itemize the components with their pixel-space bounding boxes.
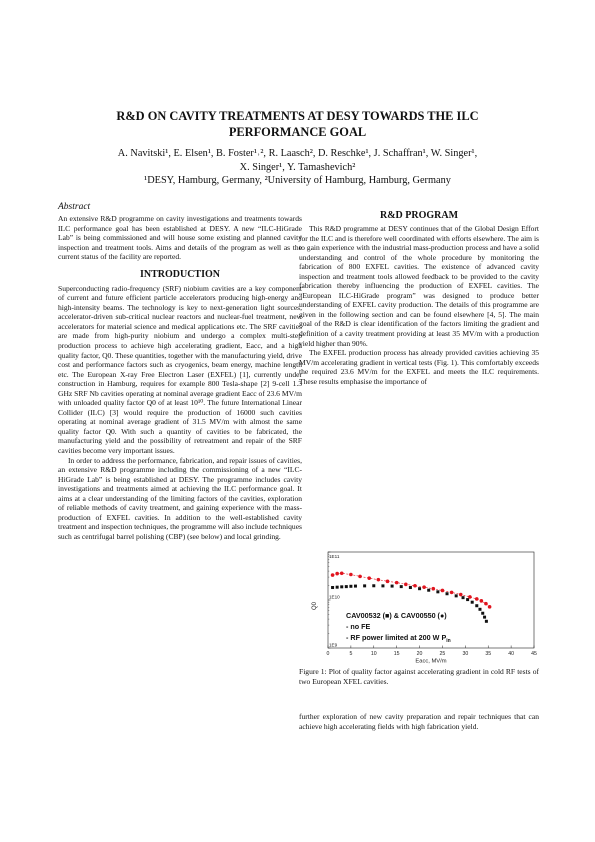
paper-title [60, 108, 535, 140]
legend-line-1: CAV00532 (■) & CAV00550 (●) [346, 611, 447, 620]
data-point-cav00532 [381, 584, 384, 587]
data-point-cav00532 [446, 592, 449, 595]
data-point-cav00532 [455, 594, 458, 597]
figure-1-caption: Figure 1: Plot of quality factor against accelerating gradient in cold RF tests of two European XFEL cavities. [299, 667, 539, 686]
data-point-cav00550 [358, 575, 362, 579]
data-point-cav00532 [483, 616, 486, 619]
data-point-cav00550 [395, 581, 399, 585]
data-point-cav00550 [480, 599, 484, 603]
x-tick-label: 0 [326, 651, 330, 657]
data-point-cav00532 [485, 620, 488, 623]
x-tick-label: 5 [349, 651, 353, 657]
legend-line-3-text: - RF power limited at 200 W P [346, 633, 447, 642]
data-point-cav00550 [484, 602, 488, 606]
data-point-cav00532 [363, 584, 366, 587]
x-tick-label: 40 [508, 651, 515, 657]
abstract-text: An extensive R&D programme on cavity investigations and treatments towards ILC performance goal has been established at DESY. A new “ILC-HiGrade Lab” is being commissioned and will house some existing and planned cavity inspection and treatment tools. Aims and details of the program as well as the current status of the facility are reported. [58, 214, 302, 262]
x-tick-label: 45 [531, 651, 537, 657]
q0-vs-eacc-plot [306, 548, 538, 664]
affiliations: ¹DESY, Hamburg, Germany, ²University of Hamburg, Hamburg, Germany [144, 175, 451, 186]
data-point-cav00550 [377, 578, 381, 582]
data-point-cav00532 [400, 585, 403, 588]
y-tick-label: 1E9 [329, 642, 338, 648]
introduction-paragraph-1: Superconducting radio-frequency (SRF) niobium cavities are a key component of current and future efficient particle accelerators producing high-energy and high-intensity beams. The technology is key to next-generation light sources, accelerator-driven sub-critical nuclear reactors and nuclear-fuel treatment, new accelerators for material science and medical applications etc. The SRF cavities are made from high-purity niobium and undergo a complex multi-step production process to achieve high accelerating gradient, Eacc, and a high quality factor, Q0. These quantities, together with the manufacturing yield, drive cost and performance factors such as cryogenics, beam energy, machine length etc. The European X-ray Free Electron Laser (EXFEL) [1], currently under construction in Hamburg, requires for example 800 Tesla-shape [2] 9-cell 1.3 GHz SRF Nb cavities operating at nominal average gradient Eacc of 23.6 MV/m with unloaded quality factor Q0 of at least 10¹⁰. The future International Linear Collider (ILC) [3] would require the production of 16000 such cavities operating at nominal average gradient of 31.5 MV/m with almost the same quality factor Q0. With such a quantity of cavities to be fabricated, the manufacturing yield and the possibility of retreatment and repair of the SRF cavities become very important issues. [58, 283, 302, 456]
data-point-cav00532 [475, 604, 478, 607]
right-column-continuation [299, 712, 539, 731]
data-point-cav00532 [372, 584, 375, 587]
abstract-heading: Abstract [58, 202, 91, 212]
data-point-cav00532 [349, 585, 352, 588]
data-point-cav00532 [409, 586, 412, 589]
data-point-cav00532 [345, 585, 348, 588]
y-axis-label: Q0 [312, 601, 318, 611]
data-point-cav00532 [391, 585, 394, 588]
data-point-cav00550 [468, 595, 472, 599]
right-column [299, 210, 539, 386]
data-point-cav00532 [478, 608, 481, 611]
data-point-cav00532 [436, 590, 439, 593]
data-point-cav00550 [450, 591, 454, 595]
y-tick-label: 1E10 [329, 594, 340, 600]
rd-program-heading: R&D PROGRAM [379, 210, 459, 221]
legend-line-2: - no FE [346, 622, 371, 631]
introduction-heading: INTRODUCTION [139, 268, 220, 280]
data-point-cav00532 [466, 598, 469, 601]
data-point-cav00550 [386, 580, 390, 584]
legend-line-3-subscript: in [446, 638, 451, 644]
authors-line-2: X. Singer¹, Y. Tamashevich² [239, 161, 356, 173]
rd-program-paragraph-1: This R&D programme at DESY continues that of the Global Design Effort for the ILC and is therefore well coordinated with efforts elsewhere. The aim is to gain experience with the industrial mass-production process and have a solid understanding and control of the whole procedure by monitoring the fabrication of 800 EXFEL cavities. The existence of advanced cavity inspection and treatment tools allowed feedback to be provided to the cavity fabrication thereby influencing the production of EXFEL cavities. The “European ILC-HiGrade program” was designed to produce better understanding of EXFEL cavity production. The details of this programme are given in the following section and can be found elsewhere [4, 5]. The main goal of the R&D is clear identification of the factors limiting the gradient and definition of a cavity treatment providing at least 35 MV/m with a production yield higher than 90%. [299, 224, 539, 348]
data-point-cav00532 [336, 586, 339, 589]
data-point-cav00550 [441, 589, 445, 593]
data-point-cav00532 [462, 596, 465, 599]
x-axis-label: Eacc, MV/m [415, 658, 447, 664]
data-point-cav00550 [475, 597, 479, 601]
legend-line-3 [346, 633, 451, 644]
data-point-cav00532 [471, 601, 474, 604]
data-point-cav00532 [418, 587, 421, 590]
trend-line-cav00550 [333, 573, 490, 607]
x-tick-label: 30 [462, 651, 469, 657]
x-tick-label: 35 [485, 651, 492, 657]
x-tick-label: 25 [439, 651, 446, 657]
data-point-cav00550 [459, 593, 463, 597]
data-point-cav00550 [404, 583, 408, 587]
x-tick-label: 15 [393, 651, 400, 657]
data-point-cav00550 [422, 585, 426, 589]
data-point-cav00550 [431, 587, 435, 591]
data-point-cav00532 [354, 585, 357, 588]
data-point-cav00550 [488, 605, 492, 609]
left-column [58, 201, 302, 542]
figure-1-chart [306, 548, 538, 664]
data-point-cav00550 [335, 572, 339, 576]
data-point-cav00550 [349, 573, 353, 577]
authors-line-1: A. Navitski¹, E. Elsen¹, B. Foster¹˒², R. Laasch², D. Reschke¹, J. Schaffran¹, W. Singer¹, [117, 148, 478, 159]
data-point-cav00550 [331, 573, 335, 577]
data-point-cav00532 [427, 589, 430, 592]
title-line-2: PERFORMANCE GOAL [228, 125, 367, 139]
data-point-cav00532 [331, 586, 334, 589]
title-line-1: R&D ON CAVITY TREATMENTS AT DESY TOWARDS THE ILC [116, 109, 479, 123]
data-point-cav00550 [367, 576, 371, 580]
x-tick-label: 10 [370, 651, 377, 657]
data-point-cav00550 [340, 571, 344, 575]
data-point-cav00550 [413, 584, 417, 588]
introduction-paragraph-2: In order to address the performance, fabrication, and repair issues of cavities, an extensive R&D programme including the commissioning of a new “ILC-HiGrade Lab” is being established at DESY. The programme includes cavity investigations and treatments aimed at achieving the ILC performance goal. It aims at a clear understanding of the limiting factors of the cavities, exploration of reliable methods of cavity treatment, and gaining experience with the mass-production of EXFEL cavities. In addition to the well-established cavity treatment and inspection techniques, the programme will also include techniques such as centrifugal barrel polishing (CBP) (see below) and local grinding. [58, 455, 302, 541]
author-list [60, 147, 535, 174]
rd-program-paragraph-3: further exploration of new cavity preparation and repair techniques that can achieve high accelerating fields with high fabrication yield. [299, 712, 539, 731]
rd-program-paragraph-2: The EXFEL production process has already provided cavities achieving 35 MV/m accelerating gradient in vertical tests (Fig. 1). This comfortably exceeds the required 23.6 MV/m for the EXFEL and meets the ILC requirements. These results emphasise the importance of [299, 348, 539, 386]
data-point-cav00532 [481, 612, 484, 615]
data-point-cav00532 [340, 585, 343, 588]
y-tick-label: 1E11 [329, 554, 340, 559]
x-tick-label: 20 [416, 651, 423, 657]
